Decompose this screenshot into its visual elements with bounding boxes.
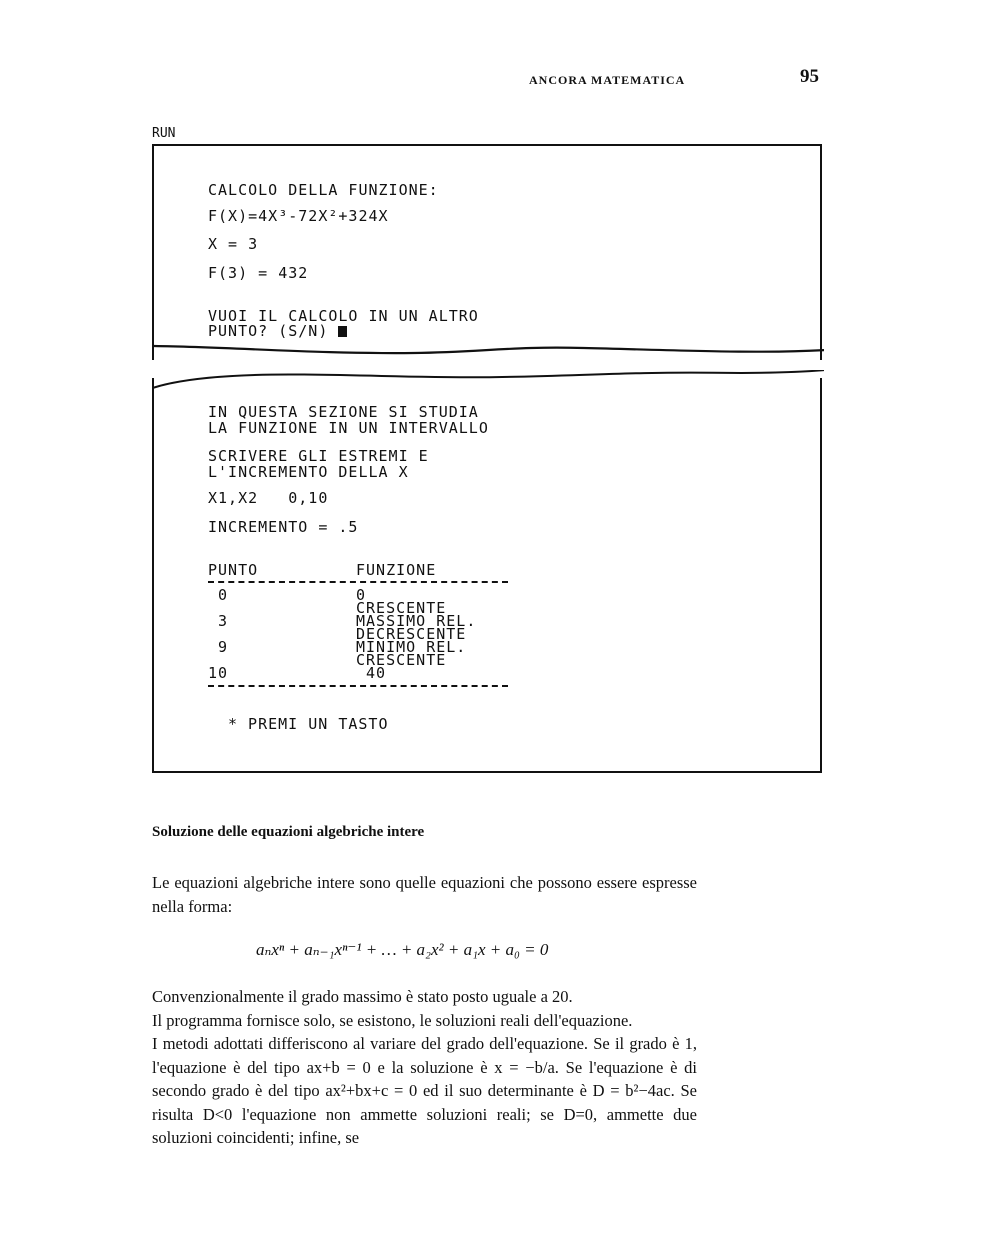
body-line: I metodi adottati differiscono al variare del grado dell'equazione. Se il grado è 1, l'equazione è del tipo ax+b = 0 e la soluzione è x = −b/a. Se l'equazione è di secondo grado è del tipo ax²+bx+c = 0 ed il suo determinante è D = b²−4ac. Se risulta D<0 l'equazione non ammette soluzioni reali; se D=0, ammette due soluzioni coincidenti; infine, se [152,1034,697,1147]
intro-paragraph: Le equazioni algebriche intere sono quelle equazioni che possono essere espresse nella forma: [152,873,697,916]
table-cell-funzione: 40 [366,664,387,682]
prompt-line [208,323,347,340]
table-cell-funzione: 0 [356,586,367,604]
screen-line: CALCOLO DELLA FUNZIONE: [208,181,439,199]
terminal-screen-1 [152,144,822,360]
page-number: 95 [800,66,819,87]
table-cell-funzione: MINIMO REL. [356,638,467,656]
increment-line: INCREMENTO = .5 [208,518,359,536]
running-head: ANCORA MATEMATICA [529,73,686,87]
table-cell-punto: 3 [218,612,229,630]
polynomial-formula: aₙxⁿ + aₙ₋₁xⁿ⁻¹ + … + a₂x² + a₁x + a₀ = 0 [256,940,549,959]
screen-line: L'INCREMENTO DELLA X [208,463,409,481]
body-line: Il programma fornisce solo, se esistono, le soluzioni reali dell'equazione. [152,1010,633,1030]
run-command: RUN [152,126,176,141]
table-cell-punto: 10 [208,664,229,682]
terminal-screen-2 [152,378,822,773]
screen-line: F(3) = 432 [208,264,309,282]
table-cell-funzione: MASSIMO REL. [356,612,477,630]
bounds-line [208,490,328,507]
screen-line: X = 3 [208,235,259,253]
table-divider [208,685,508,687]
table-cell-funzione: DECRESCENTE [356,625,467,643]
prompt-line: VUOI IL CALCOLO IN UN ALTRO [208,307,479,325]
screen-line: LA FUNZIONE IN UN INTERVALLO [208,419,489,437]
screen-line: F(X)=4X³-72X²+324X [208,207,389,225]
torn-edge-bottom [154,342,824,362]
press-key-prompt: * PREMI UN TASTO [228,715,389,733]
section-heading: Soluzione delle equazioni algebriche intere [152,824,425,840]
column-header-funzione: FUNZIONE [356,561,437,579]
bounds-value: 0,10 [288,489,329,507]
bounds-label: X1,X2 [208,489,259,507]
table-divider [208,581,508,583]
table-cell-punto: 9 [218,638,229,656]
column-header-punto: PUNTO [208,561,259,579]
table-cell-punto: 0 [218,586,229,604]
table-cell-funzione: CRESCENTE [356,651,447,669]
body-line: Convenzionalmente il grado massimo è stato posto uguale a 20. [152,987,573,1006]
prompt-text: PUNTO? (S/N) [208,322,329,340]
table-cell-funzione: CRESCENTE [356,599,447,617]
body-paragraph [152,985,697,1150]
screen-line: IN QUESTA SEZIONE SI STUDIA [208,403,479,421]
cursor-block-icon [338,326,347,337]
screen-line: SCRIVERE GLI ESTREMI E [208,447,429,465]
torn-edge-top [154,370,824,390]
